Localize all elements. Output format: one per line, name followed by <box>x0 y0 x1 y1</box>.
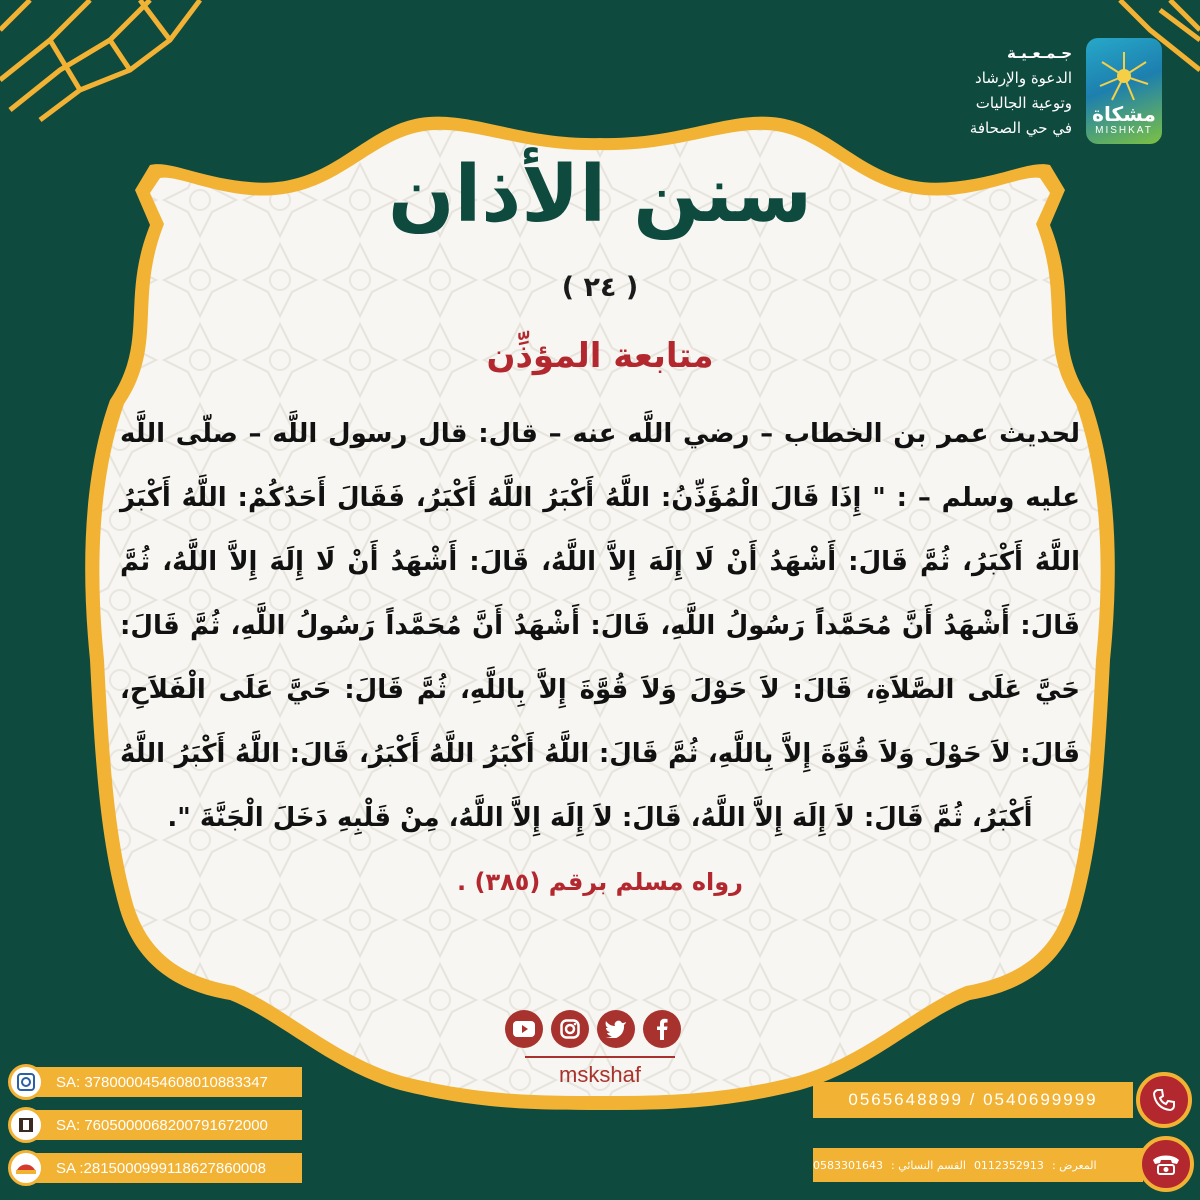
page-title: سنن الأذان <box>387 150 813 240</box>
instagram-icon[interactable] <box>551 1010 589 1048</box>
landline-numbers <box>813 1148 1143 1182</box>
social-handle[interactable]: mskshaf <box>559 1062 641 1087</box>
org-line: وتوعية الجاليات <box>975 94 1072 112</box>
bank-account-number: SA :2815000999118627860008 <box>36 1153 302 1183</box>
mishkat-logo <box>1086 38 1162 144</box>
lesson-subtitle: متابعة المؤذِّن <box>486 336 714 376</box>
hadith-source: رواه مسلم برقم (٣٨٥) . <box>457 868 743 896</box>
phone-icon <box>1136 1072 1192 1128</box>
landline-value[interactable]: 0583301643 <box>813 1158 883 1172</box>
bank-account <box>8 1064 302 1100</box>
org-line: جـمـعـيـة <box>1006 44 1072 62</box>
landline-value[interactable]: 0112352913 <box>973 1158 1044 1172</box>
org-line: الدعوة والإرشاد <box>975 69 1072 87</box>
twitter-icon[interactable] <box>597 1010 635 1048</box>
landline-label: القسم النسائي : <box>891 1158 966 1172</box>
telephone-icon <box>1138 1136 1194 1192</box>
org-header <box>970 38 1162 144</box>
hadith-text: لحديث عمر بن الخطاب – رضي اللَّه عنه – قال: قال رسول اللَّه – صلّى اللَّه عليه وسلم – : " إِذَا قَالَ الْمُؤَذِّنُ: اللَّهُ أَكْبَرُ اللَّهُ أَكْبَرُ، فَقَالَ أَحَدُكُمْ: اللَّهُ أَكْبَرُ اللَّهُ أَكْبَرُ، ثُمَّ قَالَ: أَشْهَدُ أَنْ لَا إِلَهَ إِلاَّ اللَّهُ، قَالَ: أَشْهَدُ أَنْ لَا إِلَهَ إِلاَّ اللَّهُ، ثُمَّ قَالَ: أَشْهَدُ أَنَّ مُحَمَّداً رَسُولُ اللَّهِ، قَالَ: أَشْهَدُ أَنَّ مُحَمَّداً رَسُولُ اللَّهِ، ثُمَّ قَالَ: حَيَّ عَلَى الصَّلاَةِ، قَالَ: لاَ حَوْلَ وَلاَ قُوَّةَ إِلاَّ بِاللَّهِ، ثُمَّ قَالَ: حَيَّ عَلَى الْفَلاَحِ، قَالَ: لاَ حَوْلَ وَلاَ قُوَّةَ إِلاَّ بِاللَّهِ، ثُمَّ قَالَ: اللَّهُ أَكْبَرُ اللَّهُ أَكْبَرُ، قَالَ: اللَّهُ أَكْبَرُ اللَّهُ أَكْبَرُ، ثُمَّ قَالَ: لاَ إِلَهَ إِلاَّ اللَّهُ، قَالَ: لاَ إِلَهَ إِلاَّ اللَّهُ، مِنْ قَلْبِهِ دَخَلَ الْجَنَّةَ ". <box>120 419 1080 833</box>
bank-account <box>8 1107 302 1143</box>
social-links <box>505 1010 681 1048</box>
bank-logo-3-icon <box>8 1150 44 1186</box>
mobile-numbers[interactable]: 0565648899 / 0540699999 <box>813 1082 1133 1118</box>
org-line: في حي الصحافة <box>969 119 1072 137</box>
lesson-number: ( ٢٤ ) <box>561 272 639 303</box>
facebook-icon[interactable] <box>643 1010 681 1048</box>
bank-account <box>8 1150 302 1186</box>
bank-logo-1-icon <box>8 1064 44 1100</box>
bank-account-number: SA: 3780000454608010883347 <box>36 1067 302 1097</box>
landline-label: المعرض : <box>1051 1158 1097 1172</box>
org-name <box>970 41 1072 141</box>
bank-logo-2-icon <box>8 1107 44 1143</box>
youtube-icon[interactable] <box>505 1010 543 1048</box>
social-divider <box>525 1056 675 1058</box>
bank-account-number: SA: 7605000068200791672000 <box>36 1110 302 1140</box>
logo-arabic-text: مشكاة <box>1092 102 1156 126</box>
logo-latin-text: MISHKAT <box>1095 125 1153 136</box>
starburst-icon <box>1094 48 1154 103</box>
